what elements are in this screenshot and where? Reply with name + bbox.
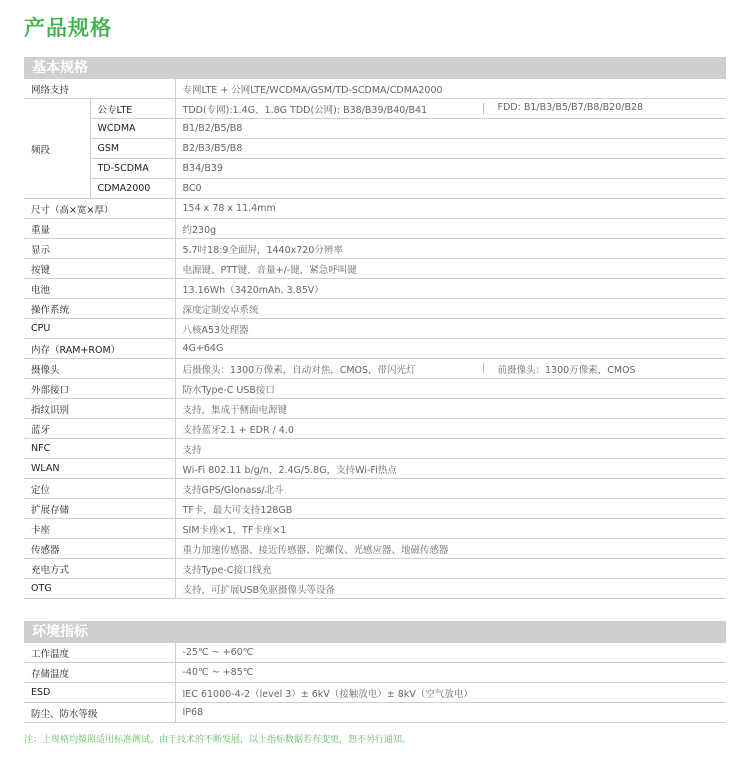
spec-value: 支持 <box>175 439 726 459</box>
spec-value: 5.7吋18:9全面屏，1440x720分辨率 <box>175 239 726 259</box>
table-row <box>24 559 726 579</box>
spec-value: B1/B2/B5/B8 <box>175 119 726 139</box>
spec-value: 支持GPS/Glonass/北斗 <box>175 479 726 499</box>
spec-value: 约230g <box>175 219 726 239</box>
spec-label: 定位 <box>24 479 175 499</box>
spec-value: 防水Type-C USB接口 <box>175 379 726 399</box>
spec-value: 重力加速传感器、接近传感器、陀螺仪、光感应器、地磁传感器 <box>175 539 726 559</box>
band-sub-label: TD-SCDMA <box>90 159 175 179</box>
spec-value: B34/B39 <box>175 159 726 179</box>
spec-label: 工作温度 <box>24 643 175 663</box>
table-row <box>24 199 726 219</box>
section-header-env: 环境指标 <box>24 621 726 643</box>
table-row <box>24 159 726 179</box>
spec-value <box>175 359 726 379</box>
section-header-basic: 基本规格 <box>24 57 726 79</box>
spec-value: 深度定制安卓系统 <box>175 299 726 319</box>
spec-value: 专网LTE + 公网LTE/WCDMA/GSM/TD-SCDMA/CDMA2000 <box>175 79 726 99</box>
table-row <box>24 419 726 439</box>
table-row <box>24 79 726 99</box>
basic-spec-table <box>24 79 726 599</box>
spec-value: 支持，集成于侧面电源键 <box>175 399 726 419</box>
table-row <box>24 359 726 379</box>
spec-label: OTG <box>24 579 175 599</box>
table-row <box>24 643 726 663</box>
table-row <box>24 179 726 199</box>
spec-value: SIM卡座×1，TF卡座×1 <box>175 519 726 539</box>
spec-value: 支持，可扩展USB免驱摄像头等设备 <box>175 579 726 599</box>
spec-value: 154 x 78 x 11.4mm <box>175 199 726 219</box>
spec-value: 支持Type-C接口线充 <box>175 559 726 579</box>
band-sub-label: GSM <box>90 139 175 159</box>
spec-label: 内存（RAM+ROM） <box>24 339 175 359</box>
spec-value-primary: 后摄像头：1300万像素，自动对焦，CMOS，带闪光灯 <box>182 364 416 376</box>
spec-label-bands: 频段 <box>24 99 90 199</box>
footnote: 注：上规格均按照适用标准测试。由于技术的不断发展，以上指标数据若有变更，恕不另行通知。 <box>24 735 412 745</box>
spec-value-secondary: 前摄像头：1300万像素，CMOS <box>497 364 636 376</box>
spec-value: -25℃ ~ +60℃ <box>175 643 726 663</box>
spec-label: 扩展存储 <box>24 499 175 519</box>
table-row <box>24 119 726 139</box>
table-row <box>24 299 726 319</box>
spec-label: 防尘、防水等级 <box>24 703 175 723</box>
table-row <box>24 219 726 239</box>
divider <box>483 363 484 374</box>
table-row <box>24 379 726 399</box>
spec-value: 4G+64G <box>175 339 726 359</box>
spec-value: TF卡，最大可支持128GB <box>175 499 726 519</box>
spec-value: 电源键、PTT键、音量+/-键，紧急呼叫键 <box>175 259 726 279</box>
spec-label: 操作系统 <box>24 299 175 319</box>
spec-label: 重量 <box>24 219 175 239</box>
band-sub-label: WCDMA <box>90 119 175 139</box>
table-row <box>24 259 726 279</box>
spec-value <box>175 99 726 119</box>
spec-label: 网络支持 <box>24 79 175 99</box>
spec-label: 外部接口 <box>24 379 175 399</box>
spec-value: 支持蓝牙2.1 + EDR / 4.0 <box>175 419 726 439</box>
table-row <box>24 99 726 119</box>
table-row <box>24 519 726 539</box>
spec-value: BC0 <box>175 179 726 199</box>
table-row <box>24 339 726 359</box>
page-title: 产品规格 <box>24 16 112 40</box>
band-sub-label: CDMA2000 <box>90 179 175 199</box>
spec-label: 电池 <box>24 279 175 299</box>
spec-label: 指纹识别 <box>24 399 175 419</box>
spec-label: 蓝牙 <box>24 419 175 439</box>
spec-label: 传感器 <box>24 539 175 559</box>
spec-value: 13.16Wh（3420mAh, 3.85V） <box>175 279 726 299</box>
table-row <box>24 239 726 259</box>
table-row <box>24 579 726 599</box>
table-row <box>24 683 726 703</box>
table-row <box>24 459 726 479</box>
table-row <box>24 279 726 299</box>
table-row <box>24 479 726 499</box>
divider <box>483 103 484 114</box>
spec-label: 存储温度 <box>24 663 175 683</box>
band-value-tdd: TDD(专网):1.4G、1.8G TDD(公网): B38/B39/B40/B41 <box>182 104 428 116</box>
band-value-fdd: FDD: B1/B3/B5/B7/B8/B20/B28 <box>497 101 644 113</box>
table-row <box>24 703 726 723</box>
table-row <box>24 399 726 419</box>
table-row <box>24 139 726 159</box>
spec-label: 按键 <box>24 259 175 279</box>
spec-value: -40℃ ~ +85℃ <box>175 663 726 683</box>
spec-value: B2/B3/B5/B8 <box>175 139 726 159</box>
spec-label: ESD <box>24 683 175 703</box>
spec-label: 充电方式 <box>24 559 175 579</box>
spec-label: 显示 <box>24 239 175 259</box>
table-row <box>24 439 726 459</box>
table-row <box>24 319 726 339</box>
spec-value: IEC 61000-4-2（level 3）± 6kV（接触放电）± 8kV（空气放电） <box>175 683 726 703</box>
spec-value: Wi-Fi 802.11 b/g/n，2.4G/5.8G，支持Wi-Fi热点 <box>175 459 726 479</box>
spec-label: 尺寸（高×宽×厚） <box>24 199 175 219</box>
spec-label: WLAN <box>24 459 175 479</box>
spec-value: IP68 <box>175 703 726 723</box>
spec-label: 卡座 <box>24 519 175 539</box>
table-row <box>24 539 726 559</box>
env-spec-table <box>24 643 726 723</box>
spec-label: CPU <box>24 319 175 339</box>
band-sub-label: 公专LTE <box>90 99 175 119</box>
spec-label: 摄像头 <box>24 359 175 379</box>
table-row <box>24 663 726 683</box>
spec-value: 八核A53处理器 <box>175 319 726 339</box>
table-row <box>24 499 726 519</box>
spec-label: NFC <box>24 439 175 459</box>
